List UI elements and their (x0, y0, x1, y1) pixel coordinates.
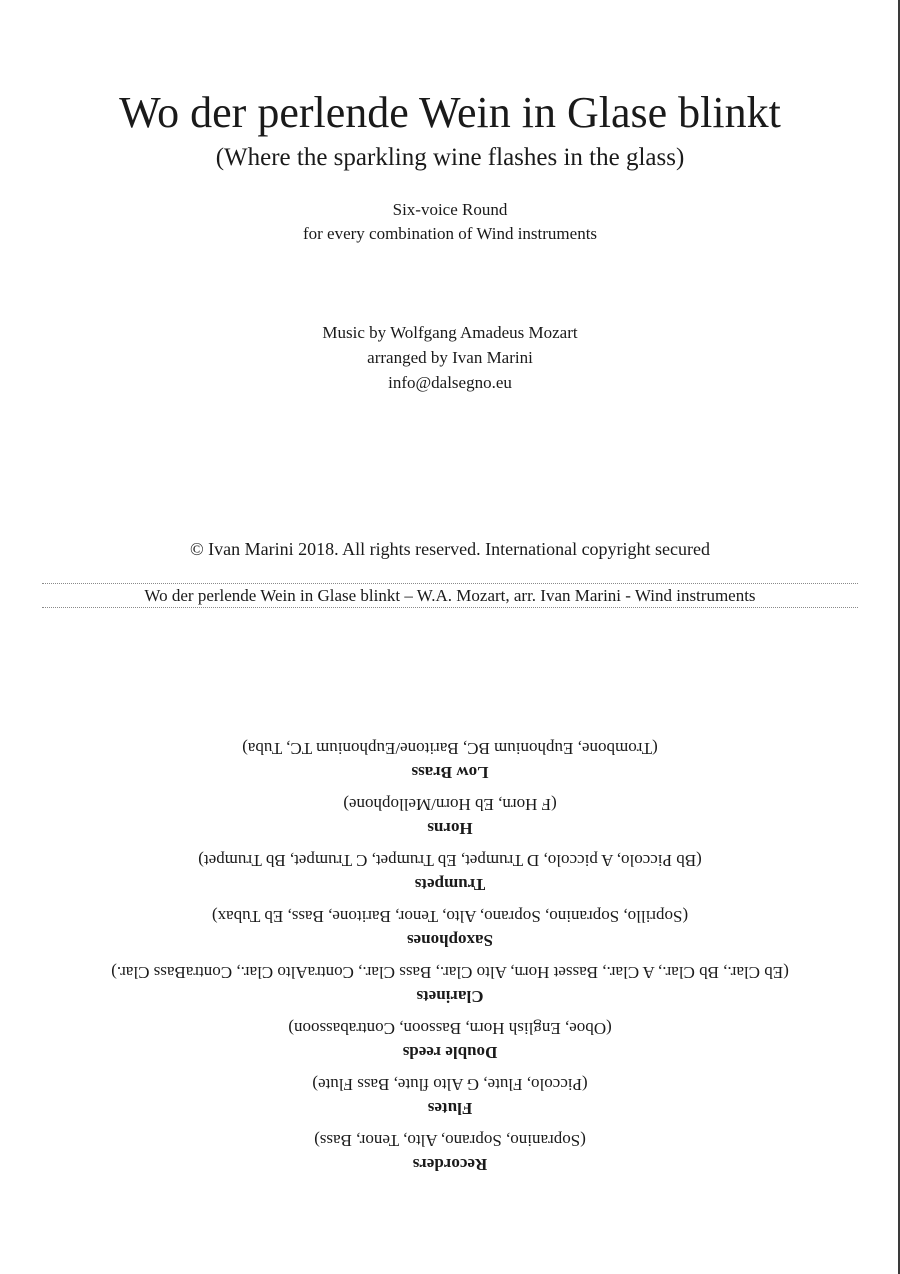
description-line-1: Six-voice Round (392, 200, 508, 219)
instrument-group-recorders (0, 1129, 900, 1175)
description-line-2: for every combination of Wind instruments (302, 224, 598, 243)
instrument-group-clarinets (0, 961, 900, 1007)
instrument-group-horns (0, 793, 900, 839)
group-name: Flutes (427, 1099, 473, 1118)
group-name: Recorders (412, 1155, 488, 1174)
footer-divider-top (42, 583, 858, 584)
contact-email: info@dalsegno.eu (388, 373, 512, 392)
instrument-group-double-reeds (0, 1017, 900, 1063)
group-instruments: (Piccolo, Flute, G Alto flute, Bass Flute) (312, 1075, 588, 1094)
group-instruments: (Sopranino, Soprano, Alto, Tenor, Bass) (314, 1131, 586, 1150)
composer-credit: Music by Wolfgang Amadeus Mozart (322, 323, 578, 342)
page-subtitle: (Where the sparkling wine flashes in the glass) (215, 144, 685, 171)
group-name: Saxophones (407, 931, 493, 950)
group-name: Low Brass (411, 763, 489, 782)
instrument-group-flutes (0, 1073, 900, 1119)
instrument-group-low-brass (0, 737, 900, 783)
group-instruments: (Soprillo, Sopranino, Soprano, Alto, Tenor, Baritone, Bass, Eb Tubax) (211, 907, 689, 926)
group-name: Horns (427, 819, 473, 838)
group-name: Clarinets (416, 987, 484, 1006)
page-title: Wo der perlende Wein in Glase blinkt (119, 88, 781, 137)
group-instruments: (Eb Clar., Bb Clar., A Clar., Basset Horn, Alto Clar., Bass Clar., ContraAlto Clar., ContraBass Clar.) (111, 963, 789, 982)
copyright-notice: © Ivan Marini 2018. All rights reserved. International copyright secured (189, 539, 711, 559)
group-instruments: (Bb Piccolo, A piccolo, D Trumpet, Eb Trumpet, C Trumpet, Bb Trumpet) (198, 851, 702, 870)
instrument-group-trumpets (0, 849, 900, 895)
instrument-group-saxophones (0, 905, 900, 951)
group-instruments: (Oboe, English Horn, Bassoon, Contrabassoon) (288, 1019, 612, 1038)
arranger-credit: arranged by Ivan Marini (367, 348, 533, 367)
footer-divider-bottom (42, 607, 858, 608)
inverted-instrument-list (0, 735, 900, 1175)
group-instruments: (Trombone, Euphonium BC, Baritone/Euphonium TC, Tuba) (242, 739, 658, 758)
group-instruments: (F Horn, Eb Horn/Mellophone) (343, 795, 557, 814)
group-name: Trumpets (414, 875, 486, 894)
running-footer: Wo der perlende Wein in Glase blinkt – W.A. Mozart, arr. Ivan Marini - Wind instruments (144, 586, 756, 605)
group-name: Double reeds (402, 1043, 498, 1062)
